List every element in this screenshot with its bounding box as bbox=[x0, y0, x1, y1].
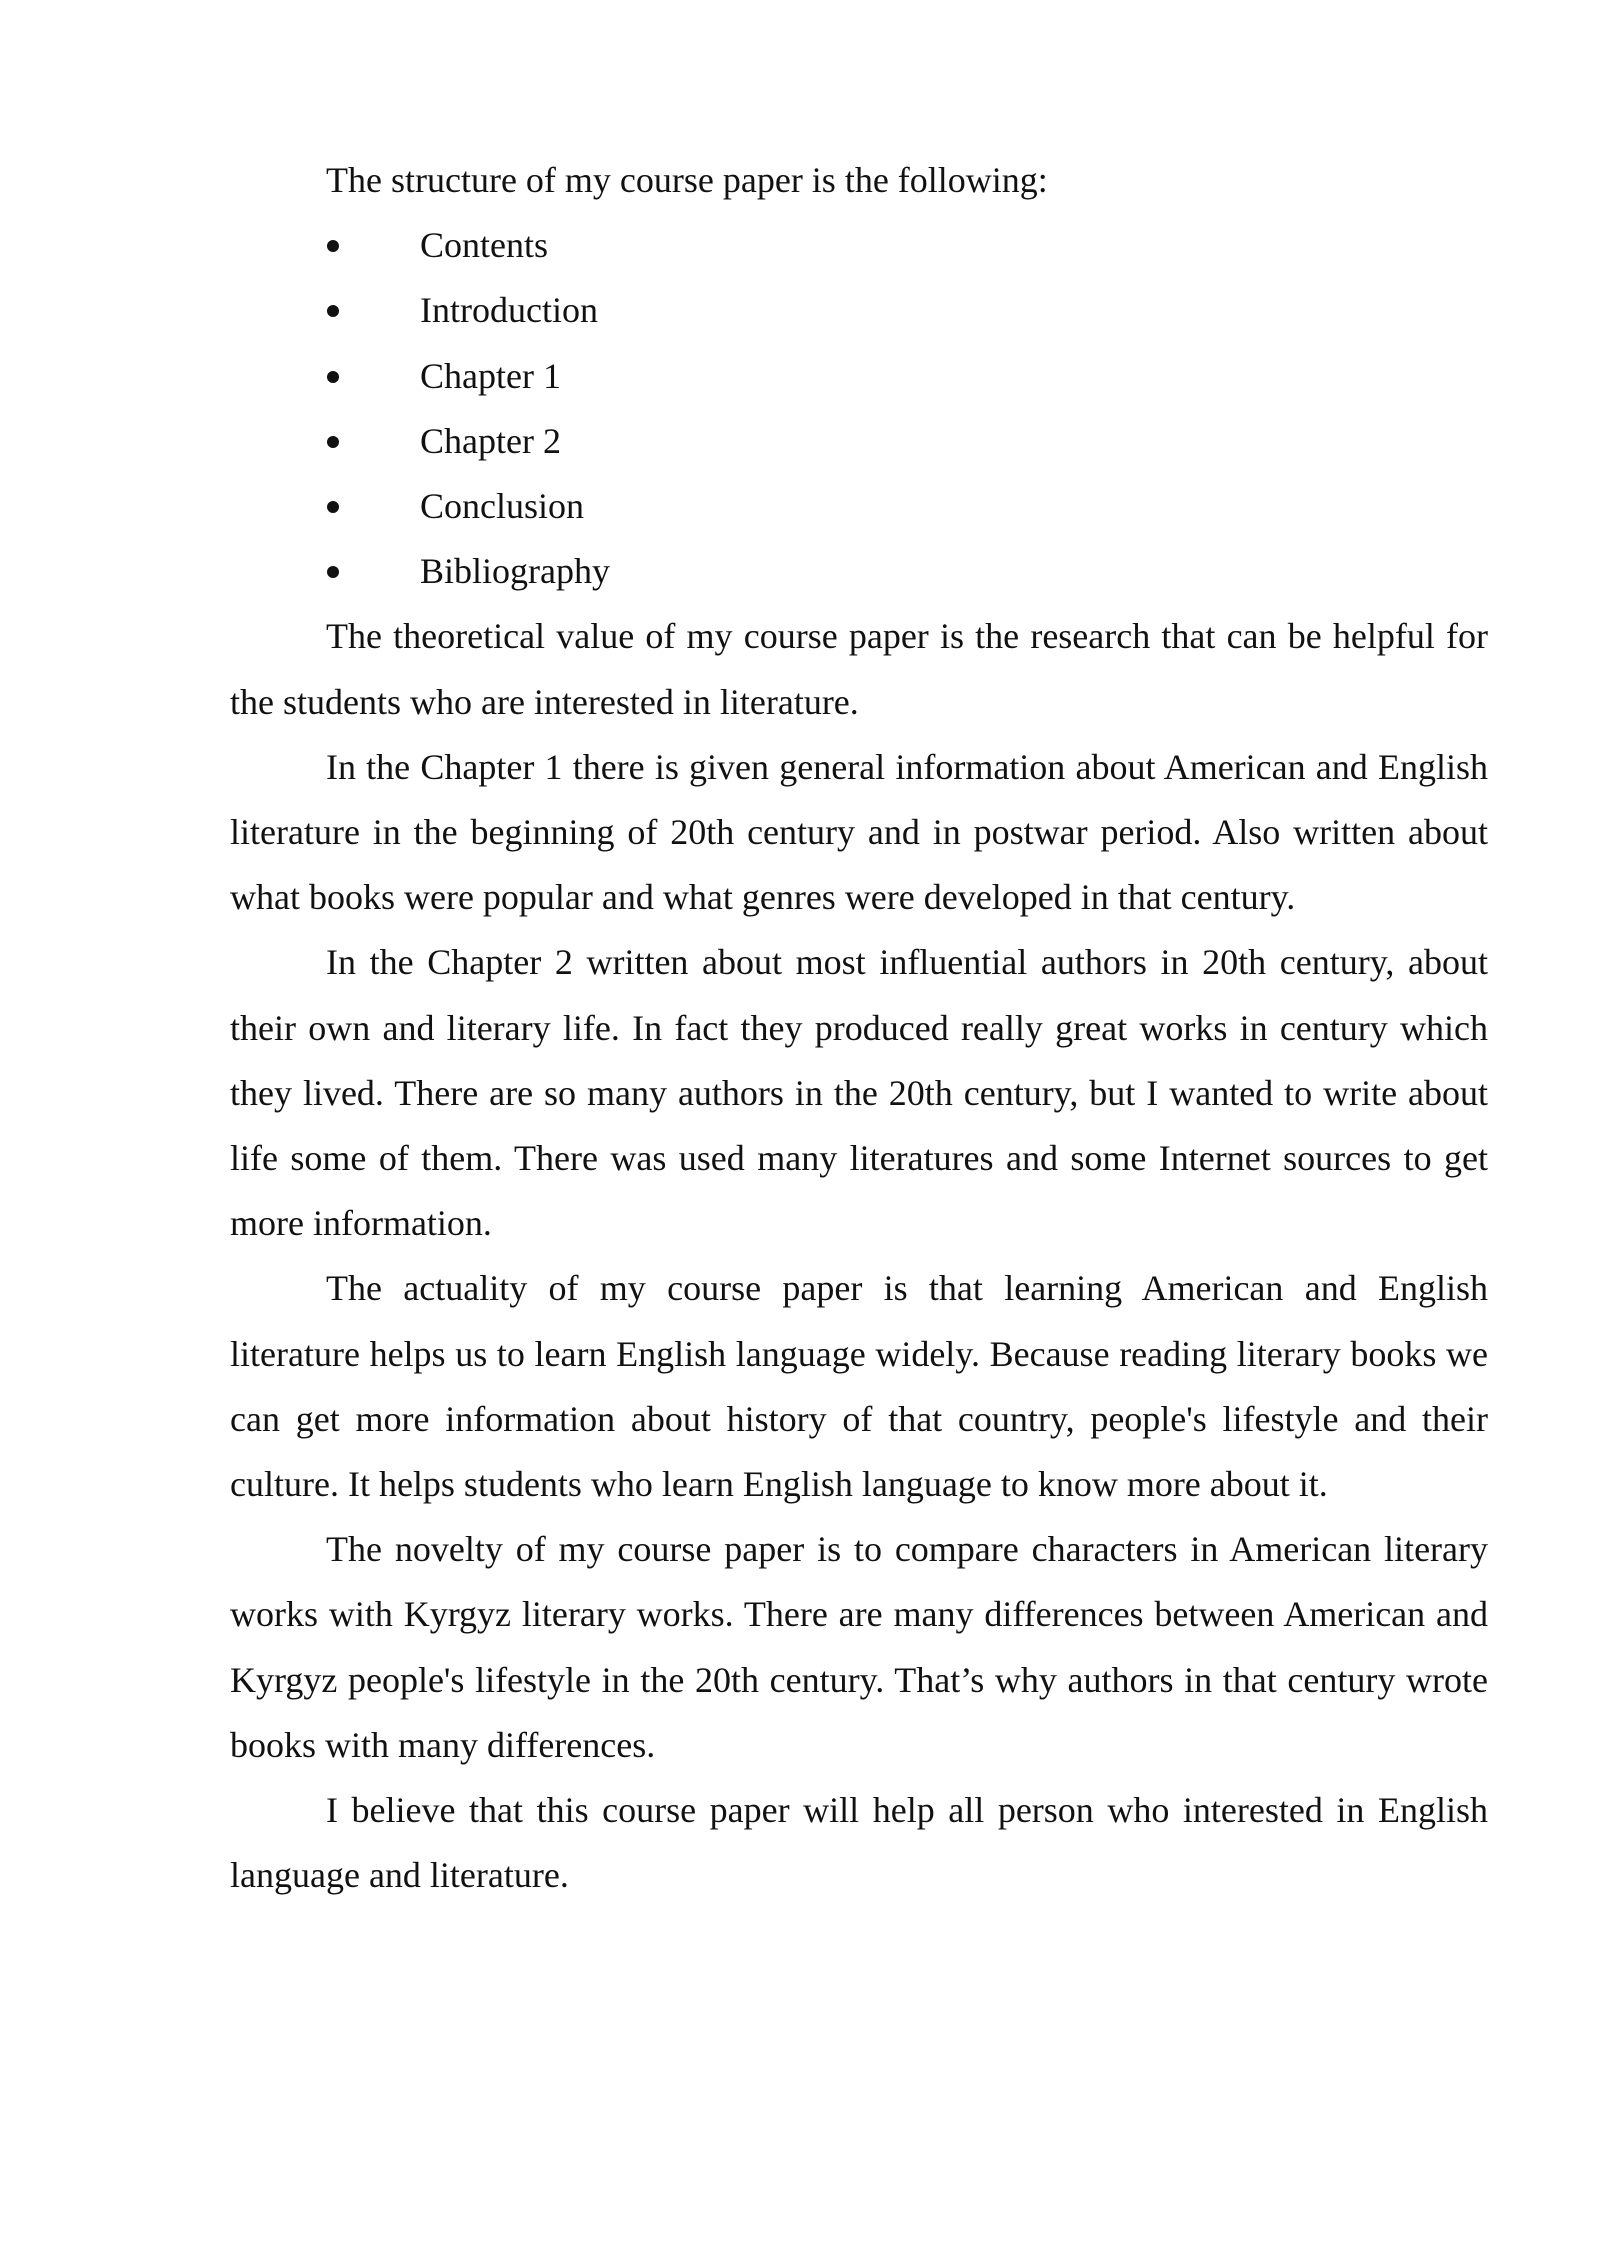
list-item bbox=[230, 344, 1488, 409]
list-item-text: Introduction bbox=[420, 290, 598, 331]
bullet-icon bbox=[327, 436, 339, 448]
paragraph-theoretical-value: The theoretical value of my course paper is the research that can be helpful for the students who are interested in literature. bbox=[230, 616, 1488, 722]
paragraph-actuality: The actuality of my course paper is that learning American and English literature helps us to learn English language widely. Because reading literary books we can get more information about history of that country, people's lifestyle and their culture. It helps students who learn English language to know more about it. bbox=[230, 1268, 1488, 1504]
paragraph-conclusion: I believe that this course paper will help all person who interested in English language and literature. bbox=[230, 1789, 1488, 1896]
list-item-text: Chapter 2 bbox=[420, 420, 561, 461]
list-item bbox=[230, 539, 1488, 604]
document-page bbox=[230, 148, 1488, 1908]
list-item-text: Conclusion bbox=[420, 485, 585, 526]
list-item-text: Contents bbox=[420, 225, 549, 266]
list-item-text: Bibliography bbox=[420, 551, 610, 592]
list-item bbox=[230, 278, 1488, 343]
paragraph-chapter-1: In the Chapter 1 there is given general information about American and English literature in the beginning of 20th century and in postwar period. Also written about what books were popular and what genres were developed in that century. bbox=[230, 746, 1488, 918]
list-item-text: Chapter 1 bbox=[420, 355, 561, 396]
list-item bbox=[230, 213, 1488, 278]
list-item bbox=[230, 474, 1488, 539]
list-item bbox=[230, 409, 1488, 474]
paragraph-novelty: The novelty of my course paper is to compare characters in American literary works with Kyrgyz literary works. There are many differences between American and Kyrgyz people's lifestyle in the 20th century. That’s why authors in that century wrote books with many differences. bbox=[230, 1529, 1488, 1765]
paragraph-chapter-2: In the Chapter 2 written about most influential authors in 20th century, about their own and literary life. In fact they produced really great works in century which they lived. There are so many authors in the 20th century, but I wanted to write about life some of them. There was used many literatures and some Internet sources to get more information. bbox=[230, 942, 1488, 1244]
structure-list bbox=[230, 213, 1488, 604]
bullet-icon bbox=[327, 501, 339, 513]
structure-intro: The structure of my course paper is the following: bbox=[326, 160, 1048, 200]
bullet-icon bbox=[327, 371, 339, 383]
bullet-icon bbox=[327, 566, 339, 578]
bullet-icon bbox=[327, 240, 339, 252]
bullet-icon bbox=[327, 305, 339, 317]
